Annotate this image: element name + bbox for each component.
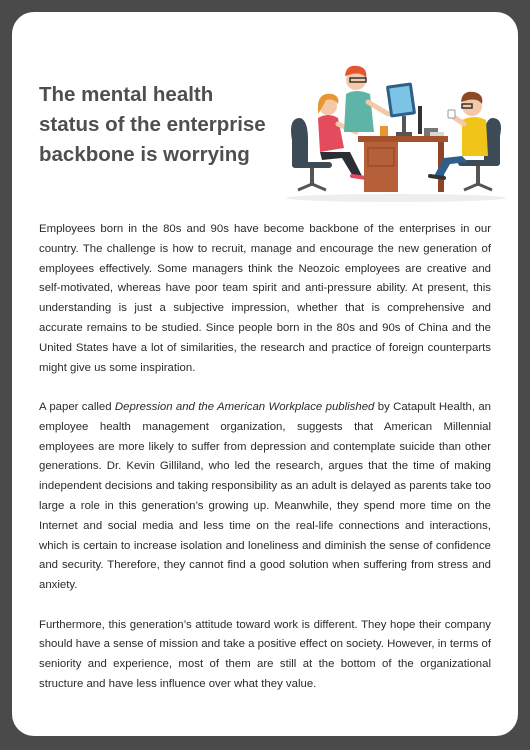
paragraph-1: Employees born in the 80s and 90s have become backbone of the enterprises in our country. The challenge is how to recruit, manage and encourage the new generation of employees effectively. Some managers think the Neozoic employees are creative and self-motivated, whereas have poor team spirit and anti-pressure ability. At present, this understanding is just a subjective impression, whether that is comprehensive and accurate remains to be studied. Since people born in the 80s and 90s of China and the United States have a lot of similarities, the research and practice of foreign counterparts might give us some inspiration. bbox=[39, 223, 491, 374]
title-line-3: backbone is worrying bbox=[39, 143, 250, 166]
article-body bbox=[39, 220, 491, 714]
document-page bbox=[12, 12, 518, 736]
title-line-1: The mental health bbox=[39, 83, 214, 106]
title-line-2: status of the enterprise bbox=[39, 113, 266, 136]
paragraph-2-rest: by Catapult Health, an employee health management organization, suggests that American Millennial employees are more likely to suffer from depression and contemplate suicide than other generations. Dr. Kevin Gilliland, who led the research, argues that the time of making independent decisions and taking responsibility as an adult is delayed as parents take too large a role in this generation’s growing up. Meanwhile, they spend more time on the Internet and social media and less time on the real-life connections and interactions, which is certain to increase isolation and loneliness and diminish the sense of confidence and security. Therefore, they cannot find a good solution when suffering from stress and anxiety. bbox=[39, 400, 492, 592]
paragraph-2-prefix: A paper called bbox=[39, 400, 115, 413]
paragraph-3: Furthermore, this generation’s attitude toward work is different. They hope their company should have a sense of mission and take a positive effect on society. However, in terms of seniority and experience, most of them are still at the bottom of the organizational structure and have less influence over what they value. bbox=[39, 618, 491, 690]
paragraph-2 bbox=[39, 398, 491, 596]
article-title bbox=[39, 80, 289, 170]
paper-title: Depression and the American Workplace published bbox=[114, 400, 375, 413]
office-workers-illustration bbox=[278, 48, 514, 204]
